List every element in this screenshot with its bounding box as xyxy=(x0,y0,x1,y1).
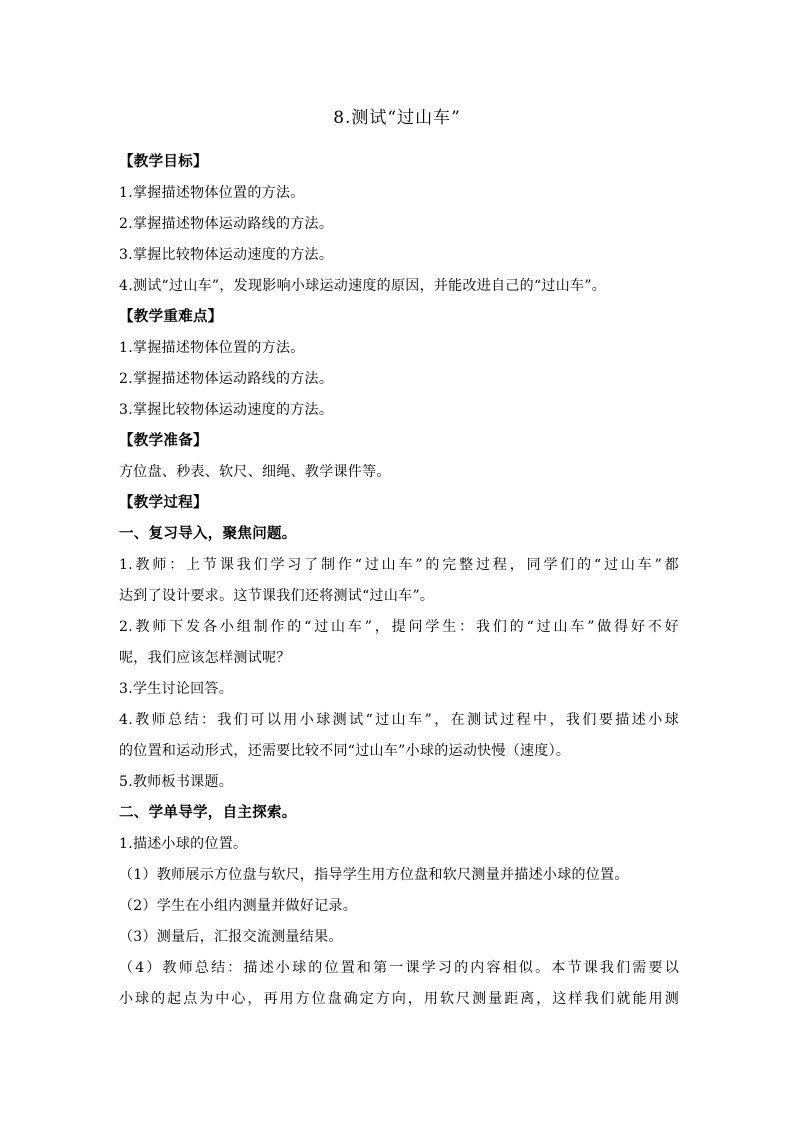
body-line: 1.掌握描述物体位置的方法。 xyxy=(119,340,305,356)
body-line: 1.描述小球的位置。 xyxy=(119,836,248,852)
body-line: 小球的起点为中心，再用方位盘确定方向，用软尺测量距离，这样我们就能用测 xyxy=(119,991,679,1007)
body-line: 达到了设计要求。这节课我们还将测试“过山车”。 xyxy=(119,588,435,604)
body-line: 呢，我们应该怎样测试呢？ xyxy=(119,650,291,666)
body-line: 4.测试“过山车”，发现影响小球运动速度的原因，并能改进自己的“过山车”。 xyxy=(119,278,607,294)
body-line: 3.学生讨论回答。 xyxy=(119,681,234,697)
document-title: 8.测试“过山车” xyxy=(333,108,461,128)
body-line: 4.教师总结：我们可以用小球测试“过山车”，在测试过程中，我们要描述小球 xyxy=(119,712,679,728)
body-line: 2.掌握描述物体运动路线的方法。 xyxy=(119,216,334,232)
body-line: （4）教师总结：描述小球的位置和第一课学习的内容相似。本节课我们需要以 xyxy=(119,960,679,976)
section-heading: 【教学目标】 xyxy=(119,154,208,170)
body-line: 2.掌握描述物体运动路线的方法。 xyxy=(119,371,334,387)
body-line: 3.掌握比较物体运动速度的方法。 xyxy=(119,402,334,418)
body-line: （1）教师展示方位盘与软尺，指导学生用方位盘和软尺测量并描述小球的位置。 xyxy=(119,867,629,883)
body-line: 的位置和运动形式，还需要比较不同“过山车”小球的运动快慢（速度）。 xyxy=(119,743,571,759)
section-heading: 一、复习导入，聚焦问题。 xyxy=(119,526,297,542)
body-line: 3.掌握比较物体运动速度的方法。 xyxy=(119,247,334,263)
body-line: 1.教师：上节课我们学习了制作“过山车”的完整过程，同学们的“过山车”都 xyxy=(119,557,679,573)
section-heading: 二、学单导学，自主探索。 xyxy=(119,805,297,821)
section-heading: 【教学重难点】 xyxy=(119,309,223,325)
body-line: 5.教师板书课题。 xyxy=(119,774,234,790)
section-heading: 【教学准备】 xyxy=(119,433,208,449)
body-line: 方位盘、秒表、软尺、细绳、教学课件等。 xyxy=(119,464,391,480)
body-line: 1.掌握描述物体位置的方法。 xyxy=(119,185,305,201)
body-line: （3）测量后，汇报交流测量结果。 xyxy=(119,929,343,945)
document-body xyxy=(119,147,679,1015)
body-line: 2.教师下发各小组制作的“过山车”，提问学生：我们的“过山车”做得好不好 xyxy=(119,619,679,635)
section-heading: 【教学过程】 xyxy=(119,495,208,511)
body-line: （2）学生在小组内测量并做好记录。 xyxy=(119,898,358,914)
